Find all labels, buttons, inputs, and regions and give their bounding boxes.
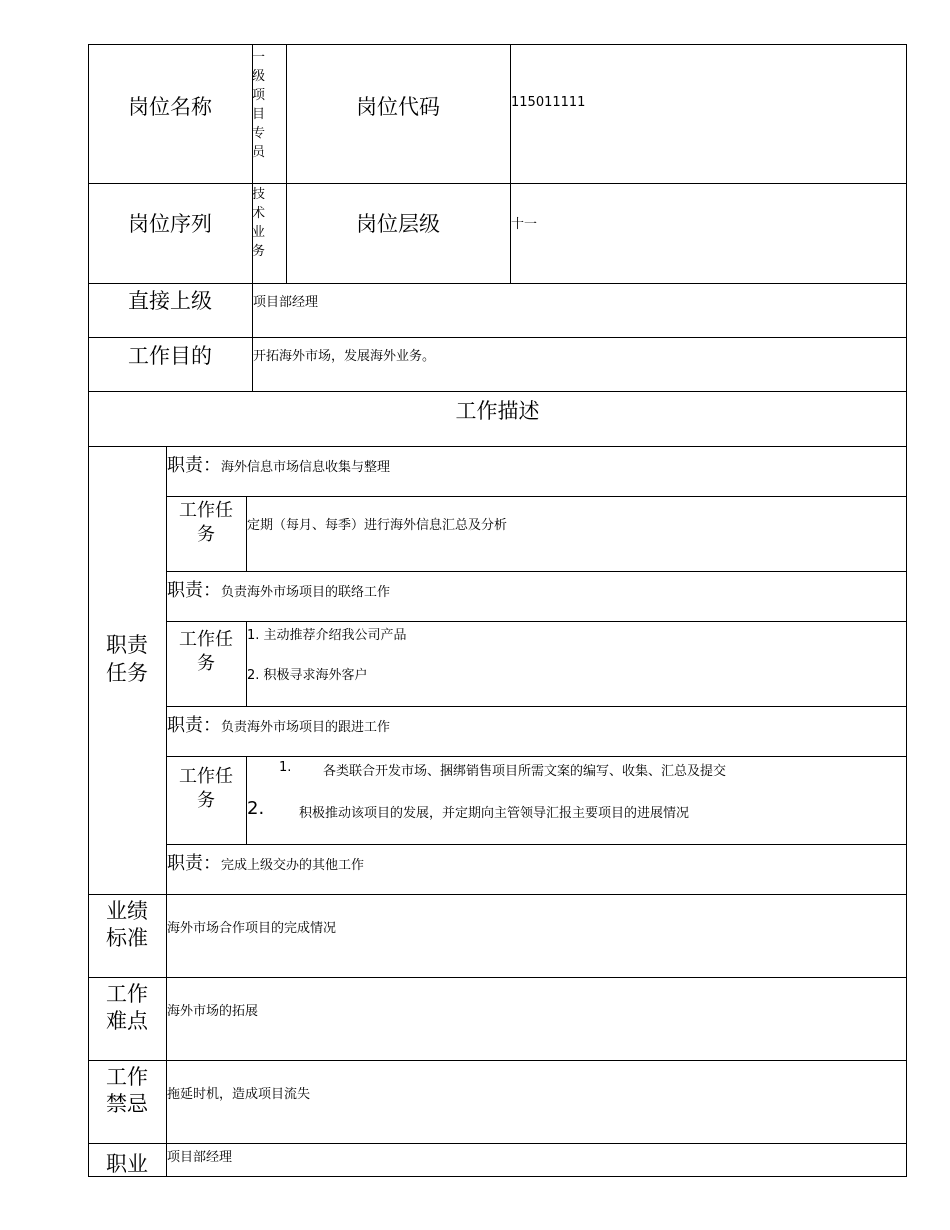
taboo-value: 拖延时机，造成项目流失 [167,1087,311,1102]
border-bottom [88,1176,907,1177]
difficulty-label: 工作 难点 [106,982,148,1033]
duty-prefix: 职责： [167,715,221,736]
duty-row [167,576,390,602]
position-name-label: 岗位名称 [128,95,212,119]
row-line [88,283,907,284]
row-line [166,706,907,707]
career-label: 职业 [106,1152,148,1176]
position-name-value: 一级项目专员 [252,50,266,160]
row-line [166,496,907,497]
position-code-value: 115011111 [511,95,586,110]
position-sequence-value: 技术业务 [252,187,266,259]
task-item: 积极推动该项目的发展，并定期向主管领导汇报主要项目的进展情况 [299,806,690,821]
difficulty-value: 海外市场的拓展 [167,1004,259,1019]
position-code-label: 岗位代码 [356,95,440,119]
position-level-label: 岗位层级 [356,212,440,236]
task-item: 各类联合开发市场、捆绑销售项目所需文案的编写、收集、汇总及提交 [323,764,727,779]
performance-value: 海外市场合作项目的完成情况 [167,921,337,936]
work-purpose-label: 工作目的 [128,344,212,368]
work-description-title: 工作描述 [455,399,540,423]
duty-row [167,711,390,737]
direct-superior-value: 项目部经理 [253,295,319,310]
performance-label: 业绩 标准 [106,899,148,950]
border-top [88,44,907,45]
duty-text: 负责海外市场项目的跟进工作 [221,720,391,735]
position-sequence-label: 岗位序列 [128,212,212,236]
row-line [88,894,907,895]
task-label: 工作任 务 [179,500,233,545]
career-value: 项目部经理 [167,1150,233,1165]
duty-row [167,451,390,477]
direct-superior-label: 直接上级 [128,289,212,313]
task-number: 1. [279,760,292,775]
duty-prefix: 职责： [167,455,221,476]
col-line [286,44,287,283]
row-line [166,844,907,845]
position-level-value: 十一 [511,217,538,232]
row-line [166,756,907,757]
task-item: 1. 主动推荐介绍我公司产品 [247,628,407,643]
row-line [88,977,907,978]
task-label: 工作任 务 [179,766,233,811]
row-line [88,337,907,338]
row-line [166,621,907,622]
row-line [88,391,907,392]
col-line [246,496,247,571]
row-line [88,183,907,184]
duties-section-label: 职责 任务 [106,633,148,685]
duty-prefix: 职责： [167,580,221,601]
duty-text: 负责海外市场项目的联络工作 [221,585,391,600]
task-number: 2. [247,798,265,819]
task-item: 2. 积极寻求海外客户 [247,668,368,683]
duty-row [167,849,364,875]
task-item: 定期（每月、每季）进行海外信息汇总及分析 [247,518,508,533]
duty-prefix: 职责： [167,853,221,874]
task-label: 工作任 务 [179,629,233,674]
row-line [88,1060,907,1061]
row-line [88,1143,907,1144]
row-line [88,446,907,447]
row-line [166,571,907,572]
col-line [510,44,511,283]
duty-text: 海外信息市场信息收集与整理 [221,460,391,475]
taboo-label: 工作 禁忌 [106,1065,148,1116]
work-purpose-value: 开拓海外市场，发展海外业务。 [253,349,436,364]
border-right [906,44,907,1177]
duty-text: 完成上级交办的其他工作 [221,858,365,873]
